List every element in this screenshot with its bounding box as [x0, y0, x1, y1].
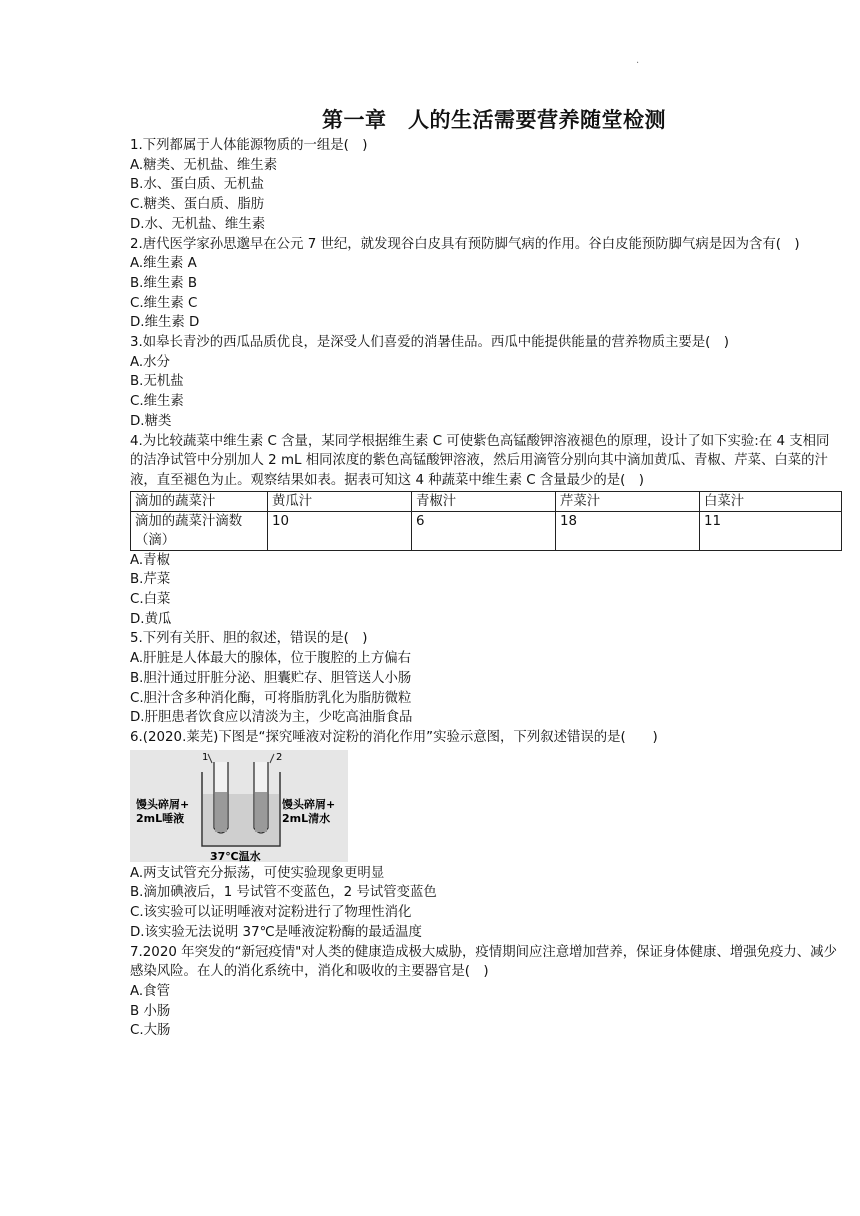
question-6-stem: 6.(2020.莱芜)下图是“探究唾液对淀粉的消化作用”实验示意图，下列叙述错误的是( )	[130, 729, 658, 745]
left-label-line-2: 2mL唾液	[136, 811, 185, 825]
question-5-option-c: C.胆汁含多种消化酶，可将脂肪乳化为脂肪微粒	[130, 690, 412, 706]
tube-1-contents	[215, 792, 227, 832]
question-5-stem: 5.下列有关肝、胆的叙述，错误的是( )	[130, 631, 368, 647]
question-1-option-d: D.水、无机盐、维生素	[130, 216, 266, 232]
right-label-line-1: 馒头碎屑+	[282, 797, 336, 811]
question-6-option-b: B.滴加碘液后，1 号试管不变蓝色，2 号试管变蓝色	[130, 885, 437, 901]
table-cell: 滴加的蔬菜汁滴数（滴）	[131, 511, 268, 550]
question-7-option-a: A.食管	[130, 983, 170, 999]
table-cell: 10	[268, 511, 412, 550]
question-4-option-d: D.黄瓜	[130, 611, 172, 627]
question-6-option-a: A.两支试管充分振荡，可使实验现象更明显	[130, 865, 385, 881]
question-3-stem: 3.如皋长青沙的西瓜品质优良，是深受人们喜爱的消暑佳品。西瓜中能提供能量的营养物质主要是( )	[130, 335, 730, 351]
question-4-option-c: C.白菜	[130, 592, 171, 608]
question-2-option-a: A.维生素 A	[130, 256, 197, 272]
tube-2-number: 2	[276, 751, 283, 763]
question-4-option-b: B.芹菜	[130, 572, 171, 588]
question-1-option-b: B.水、蛋白质、无机盐	[130, 177, 264, 193]
question-3-option-b: B.无机盐	[130, 374, 184, 390]
question-1-option-c: C.糖类、蛋白质、脂肪	[130, 197, 265, 213]
question-2-stem: 2.唐代医学家孙思邈早在公元 7 世纪，就发现谷白皮具有预防脚气病的作用。谷白皮能预防脚气病是因为含有( )	[130, 236, 800, 252]
table-header-cell: 黄瓜汁	[268, 491, 412, 511]
question-2-option-b: B.维生素 B	[130, 275, 198, 291]
right-label-line-2: 2mL清水	[282, 811, 331, 825]
table-header-cell: 白菜汁	[700, 491, 842, 511]
question-5-option-a: A.肝脏是人体最大的腺体，位于腹腔的上方偏右	[130, 651, 411, 667]
question-6-option-d: D.该实验无法说明 37℃是唾液淀粉酶的最适温度	[130, 924, 422, 940]
table-cell: 18	[556, 511, 700, 550]
tube-1-number: 1	[202, 751, 209, 763]
question-1-option-a: A.糖类、无机盐、维生素	[130, 157, 278, 173]
worksheet	[130, 104, 842, 1041]
question-5-option-b: B.胆汁通过肝脏分泌、胆囊贮存、胆管送人小肠	[130, 670, 412, 686]
question-4-stem: 4.为比较蔬菜中维生素 C 含量，某同学根据维生素 C 可使紫色高锰酸钾溶液褪色的原理，设计了如下实验:在 4 支相同的洁净试管中分别加人 2 mL 相同浓度的紫色高锰酸钾溶液，然后用滴管分别向其中滴加黄瓜、青椒、芹菜、白菜的汁液，直至褪色为止。观察结果如表。据表可知这 4 种蔬菜中维生素 C 含量最少的是( )	[130, 433, 830, 488]
table-row	[131, 511, 842, 550]
question-3-option-d: D.糖类	[130, 413, 172, 429]
table-header-cell: 芹菜汁	[556, 491, 700, 511]
saliva-experiment-figure	[130, 750, 348, 862]
corner-dot: ·	[636, 58, 640, 69]
table-header-cell: 滴加的蔬菜汁	[131, 491, 268, 511]
question-7-option-b: B 小肠	[130, 1003, 171, 1019]
question-6-option-c: C.该实验可以证明唾液对淀粉进行了物理性消化	[130, 905, 412, 921]
table-cell: 6	[412, 511, 556, 550]
tube-2-contents	[255, 792, 267, 832]
question-5-option-d: D.肝胆患者饮食应以清淡为主，少吃高油脂食品	[130, 710, 413, 726]
vitamin-c-table	[130, 491, 842, 551]
question-7-stem: 7.2020 年突发的“新冠疫情"对人类的健康造成极大威胁，疫情期间应注意增加营养，保证身体健康、增强免疫力、减少感染风险。在人的消化系统中，消化和吸收的主要器官是( )	[130, 944, 837, 980]
question-4-option-a: A.青椒	[130, 552, 170, 568]
question-7-option-c: C.大肠	[130, 1023, 171, 1039]
table-header-row	[131, 491, 842, 511]
question-2-option-d: D.维生素 D	[130, 315, 200, 331]
question-1-stem: 1.下列都属于人体能源物质的一组是( )	[130, 138, 368, 153]
table-cell: 11	[700, 511, 842, 550]
question-3-option-c: C.维生素	[130, 394, 184, 410]
question-2-option-c: C.维生素 C	[130, 295, 198, 311]
bottom-label: 37℃温水	[210, 849, 261, 862]
left-label-line-1: 馒头碎屑+	[136, 797, 190, 811]
table-header-cell: 青椒汁	[412, 491, 556, 511]
page-title: 第一章 人的生活需要营养随堂检测	[322, 108, 666, 132]
question-3-option-a: A.水分	[130, 354, 170, 370]
